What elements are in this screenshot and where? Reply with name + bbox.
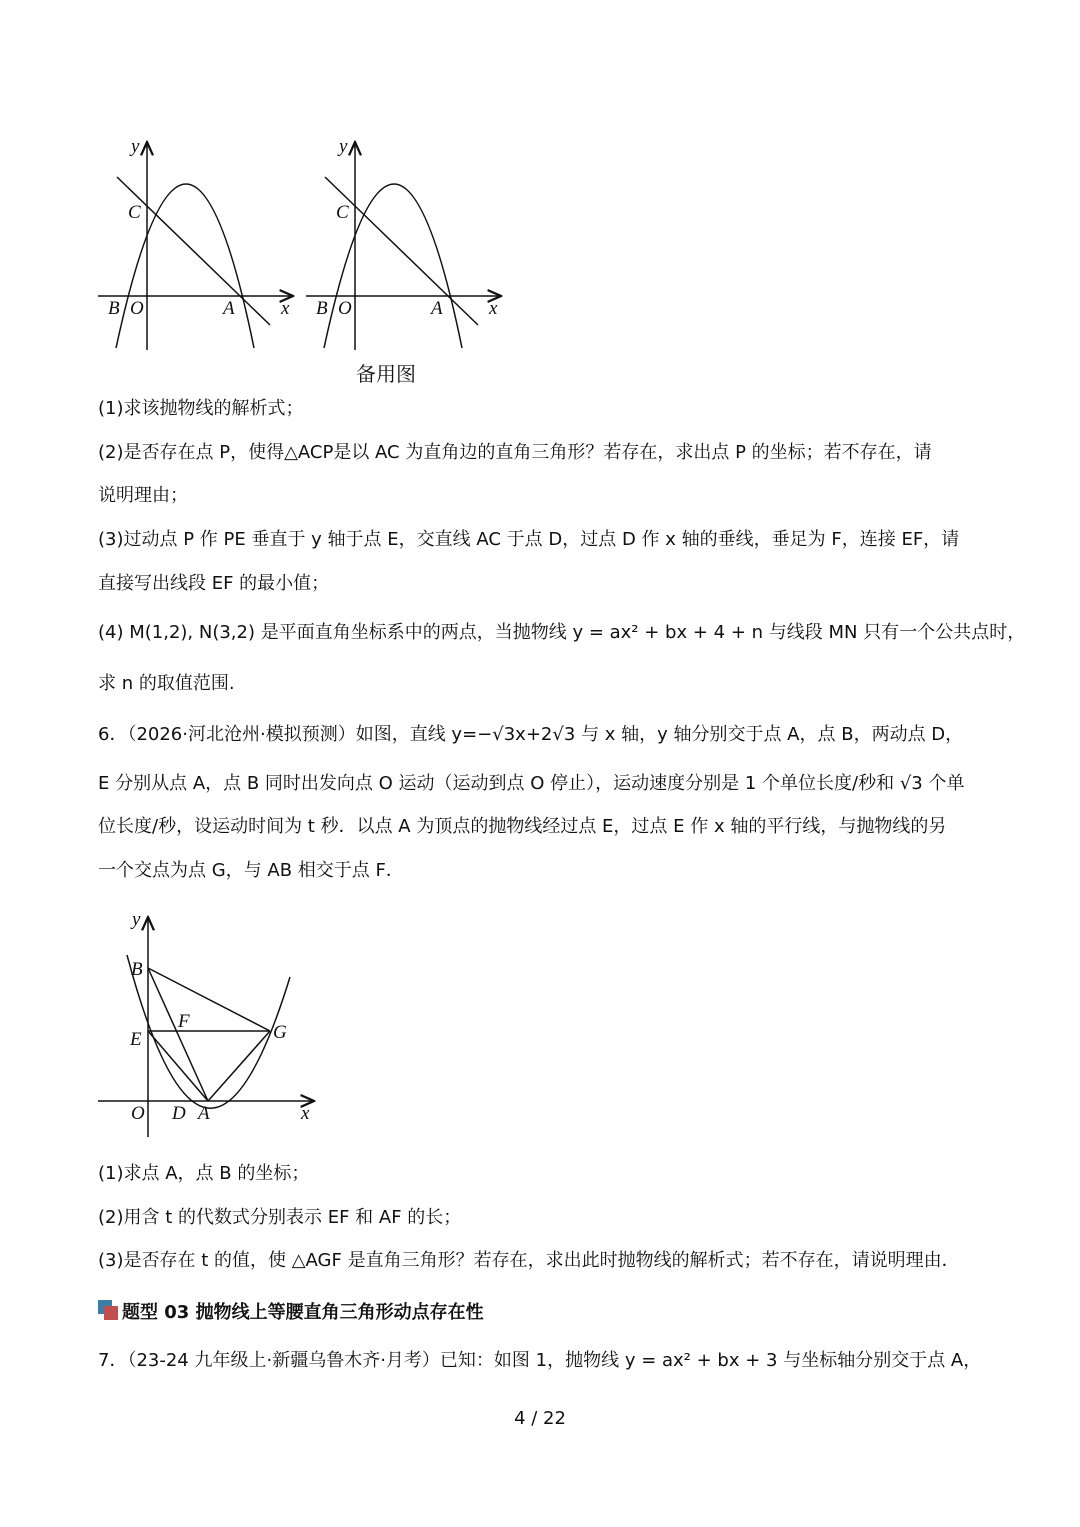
figure-3 (92, 905, 327, 1145)
q5-part3-line2: 直接写出线段 EF 的最小值； (98, 573, 330, 594)
q6-stem-line4: 一个交点为点 G，与 AB 相交于点 F． (98, 860, 404, 881)
label-c: C (336, 202, 349, 223)
q7-stem-line1: 7．（23-24 九年级上·新疆乌鲁木齐·月考）已知：如图 1，抛物线 y = ax² + bx + 3 与坐标轴分别交于点 A， (98, 1350, 982, 1371)
page-number: 4 / 22 (514, 1408, 566, 1429)
label-b: B (108, 298, 120, 319)
q6-stem-line1: 6．（2026·河北沧州·模拟预测）如图，直线 y=−√3x+2√3 与 x 轴，y 轴分别交于点 A，点 B，两动点 D， (98, 724, 964, 745)
figure-1 (90, 130, 305, 355)
label-a: A (198, 1103, 210, 1124)
q5-part4-line2: 求 n 的取值范围. (98, 673, 235, 694)
q6-part3: (3)是否存在 t 的值，使 △AGF 是直角三角形？若存在，求出此时抛物线的解析式；若不存在，请说明理由． (98, 1250, 960, 1271)
label-a: A (223, 298, 235, 319)
label-g: G (273, 1022, 287, 1043)
q6-part2: (2)用含 t 的代数式分别表示 EF 和 AF 的长； (98, 1207, 462, 1228)
line-ba (148, 968, 208, 1101)
section-title: 题型 03 抛物线上等腰直角三角形动点存在性 (122, 1302, 484, 1323)
label-y: y (132, 909, 141, 930)
figure-2 (298, 130, 513, 355)
label-b: B (131, 959, 143, 980)
label-f: F (178, 1011, 190, 1032)
label-y: y (131, 136, 140, 157)
label-a: A (431, 298, 443, 319)
q5-part1: (1)求该抛物线的解析式； (98, 398, 304, 419)
section-heading (98, 1298, 484, 1324)
label-b: B (316, 298, 328, 319)
q6-stem-line3: 位长度/秒，设运动时间为 t 秒．以点 A 为顶点的抛物线经过点 E，过点 E 作 x 轴的平行线，与抛物线的另 (98, 816, 947, 837)
label-x: x (489, 298, 498, 319)
q5-part4-line1: (4) M(1,2), N(3,2) 是平面直角坐标系中的两点，当抛物线 y = ax² + bx + 4 + n 与线段 MN 只有一个公共点时， (98, 622, 1026, 643)
label-x: x (301, 1103, 310, 1124)
q5-part3-line1: (3)过动点 P 作 PE 垂直于 y 轴于点 E，交直线 AC 于点 D，过点 D 作 x 轴的垂线，垂足为 F，连接 EF，请 (98, 529, 960, 550)
label-e: E (130, 1029, 142, 1050)
label-x: x (281, 298, 290, 319)
q5-part2-line1: (2)是否存在点 P，使得△ACP是以 AC 为直角边的直角三角形？若存在，求出点 P 的坐标；若不存在，请 (98, 442, 932, 463)
label-d: D (172, 1103, 186, 1124)
label-y: y (339, 136, 348, 157)
label-o: O (130, 298, 144, 319)
line-ea (148, 1031, 208, 1101)
line-bg (148, 968, 270, 1031)
label-o: O (338, 298, 352, 319)
q5-part2-line2: 说明理由； (98, 485, 188, 506)
label-c: C (128, 202, 141, 223)
figure-caption: 备用图 (356, 362, 416, 386)
q6-part1: (1)求点 A，点 B 的坐标； (98, 1163, 310, 1184)
label-o: O (131, 1103, 145, 1124)
q6-stem-line2: E 分别从点 A，点 B 同时出发向点 O 运动（运动到点 O 停止），运动速度分别是 1 个单位长度/秒和 √3 个单 (98, 773, 965, 794)
section-square-icon (98, 1300, 120, 1320)
